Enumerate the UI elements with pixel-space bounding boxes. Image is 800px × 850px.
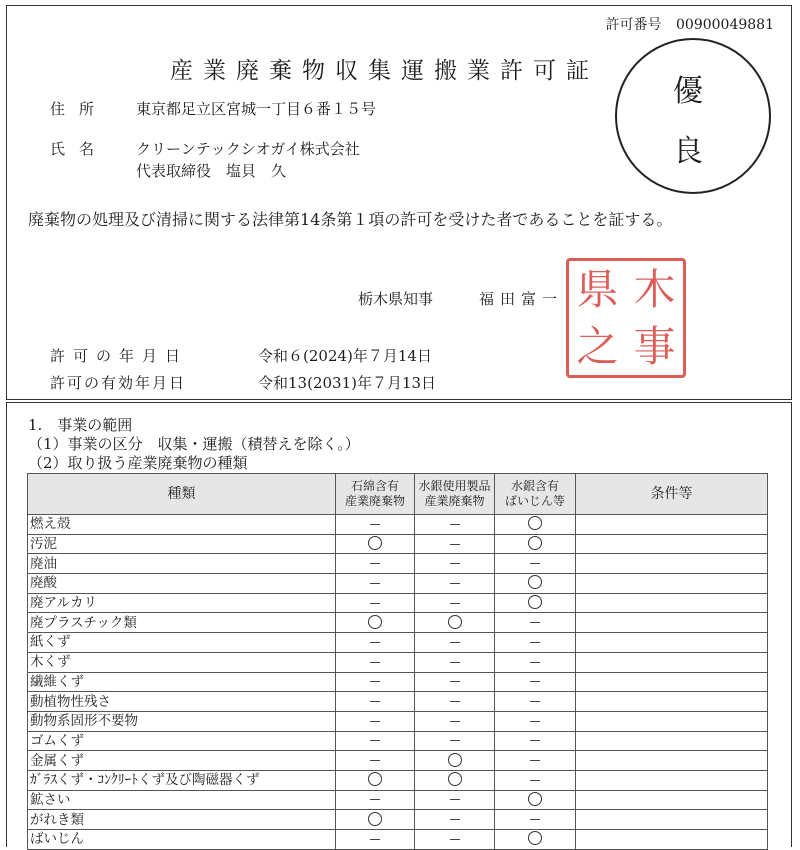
issuer-title: 栃木県知事: [358, 290, 434, 308]
mercury-dust-allowed-cell: [495, 515, 576, 535]
conditions-cell: [576, 692, 768, 712]
mercury-products-not-applicable-cell: [415, 593, 495, 613]
permit-number-label: 許可番号: [605, 17, 662, 33]
waste-kind-cell: 廃アルカリ: [28, 593, 336, 613]
circle-mark-icon: [528, 831, 542, 845]
dash-mark-icon: [370, 721, 380, 722]
table-header-row: [28, 474, 768, 515]
conditions-cell: [576, 810, 768, 830]
table-row: [28, 810, 768, 830]
conditions-cell: [576, 593, 768, 613]
header-mercury-dust: [495, 474, 576, 515]
waste-kind-cell: 鉱さい: [28, 790, 336, 810]
dash-mark-icon: [370, 701, 380, 702]
table-row: [28, 534, 768, 554]
dash-mark-icon: [370, 760, 380, 761]
conditions-cell: [576, 770, 768, 790]
asbestos-not-applicable-cell: [336, 672, 415, 692]
waste-kind-cell: 廃プラスチック類: [28, 613, 336, 633]
table-row: [28, 633, 768, 653]
dash-mark-icon: [530, 563, 540, 564]
dash-mark-icon: [370, 662, 380, 663]
waste-kinds-table: [27, 473, 768, 850]
waste-kind-cell: 廃酸: [28, 574, 336, 594]
header-asbestos-line2: 産業廃棄物: [344, 494, 405, 508]
circle-mark-icon: [528, 595, 542, 609]
stamp-char-2: 木: [633, 264, 676, 314]
dash-mark-icon: [450, 701, 460, 702]
issue-date-label: 許可の年月日: [50, 347, 189, 365]
dash-mark-icon: [370, 642, 380, 643]
asbestos-not-applicable-cell: [336, 790, 415, 810]
mercury-dust-not-applicable-cell: [495, 731, 576, 751]
header-mercury-dust-line1: 水銀含有: [510, 479, 559, 493]
table-row: [28, 692, 768, 712]
dash-mark-icon: [370, 524, 380, 525]
table-row: [28, 672, 768, 692]
conditions-cell: [576, 731, 768, 751]
circle-mark-icon: [368, 812, 382, 826]
scope-heading: 1. 事業の範囲: [28, 416, 133, 434]
conditions-cell: [576, 711, 768, 731]
mercury-products-allowed-cell: [415, 751, 495, 771]
circle-mark-icon: [368, 615, 382, 629]
mercury-dust-allowed-cell: [495, 790, 576, 810]
waste-kind-cell: 金属くず: [28, 751, 336, 771]
header-conditions: 条件等: [576, 474, 768, 515]
mercury-products-not-applicable-cell: [415, 633, 495, 653]
dash-mark-icon: [450, 603, 460, 604]
dash-mark-icon: [450, 740, 460, 741]
dash-mark-icon: [450, 563, 460, 564]
circle-mark-icon: [368, 536, 382, 550]
mercury-products-not-applicable-cell: [415, 554, 495, 574]
certification-statement: 廃棄物の処理及び清掃に関する法律第14条第１項の許可を受けた者であることを証する。: [28, 210, 673, 229]
asbestos-not-applicable-cell: [336, 593, 415, 613]
dash-mark-icon: [450, 583, 460, 584]
dash-mark-icon: [450, 819, 460, 820]
table-row: [28, 574, 768, 594]
dash-mark-icon: [450, 544, 460, 545]
mercury-products-not-applicable-cell: [415, 830, 495, 850]
asbestos-not-applicable-cell: [336, 711, 415, 731]
excellent-badge: [615, 38, 771, 194]
circle-mark-icon: [528, 792, 542, 806]
dash-mark-icon: [450, 799, 460, 800]
mercury-dust-not-applicable-cell: [495, 810, 576, 830]
circle-mark-icon: [448, 753, 462, 767]
conditions-cell: [576, 633, 768, 653]
dash-mark-icon: [370, 681, 380, 682]
mercury-dust-not-applicable-cell: [495, 613, 576, 633]
waste-kind-cell: ゴムくず: [28, 731, 336, 751]
conditions-cell: [576, 790, 768, 810]
conditions-cell: [576, 672, 768, 692]
mercury-products-not-applicable-cell: [415, 652, 495, 672]
table-row: [28, 751, 768, 771]
dash-mark-icon: [450, 839, 460, 840]
address-value: 東京都足立区宮城一丁目６番１５号: [136, 100, 377, 118]
conditions-cell: [576, 515, 768, 535]
table-row: [28, 731, 768, 751]
dash-mark-icon: [370, 583, 380, 584]
header-mercury-products-line2: 産業廃棄物: [424, 494, 485, 508]
mercury-products-not-applicable-cell: [415, 731, 495, 751]
mercury-dust-not-applicable-cell: [495, 751, 576, 771]
dash-mark-icon: [530, 622, 540, 623]
mercury-dust-allowed-cell: [495, 534, 576, 554]
asbestos-not-applicable-cell: [336, 830, 415, 850]
mercury-products-not-applicable-cell: [415, 711, 495, 731]
badge-char-2: 良: [673, 134, 703, 169]
mercury-products-not-applicable-cell: [415, 790, 495, 810]
dash-mark-icon: [530, 721, 540, 722]
waste-kind-cell: がれき類: [28, 810, 336, 830]
header-mercury-products-line1: 水銀使用製品: [418, 479, 491, 493]
table-row: [28, 770, 768, 790]
asbestos-not-applicable-cell: [336, 515, 415, 535]
waste-kinds-heading: （2）取り扱う産業廃棄物の種類: [28, 454, 248, 472]
asbestos-not-applicable-cell: [336, 692, 415, 712]
conditions-cell: [576, 574, 768, 594]
mercury-dust-not-applicable-cell: [495, 692, 576, 712]
stamp-char-4: 事: [633, 321, 676, 371]
mercury-products-allowed-cell: [415, 613, 495, 633]
table-body: [28, 515, 768, 850]
waste-kind-cell: 燃え殻: [28, 515, 336, 535]
asbestos-allowed-cell: [336, 534, 415, 554]
issue-date-value: 令和６(2024)年７月14日: [258, 347, 432, 365]
mercury-products-allowed-cell: [415, 770, 495, 790]
dash-mark-icon: [530, 642, 540, 643]
mercury-dust-not-applicable-cell: [495, 672, 576, 692]
mercury-products-not-applicable-cell: [415, 672, 495, 692]
dash-mark-icon: [530, 740, 540, 741]
asbestos-allowed-cell: [336, 770, 415, 790]
header-asbestos-line1: 石綿含有: [350, 479, 399, 493]
dash-mark-icon: [530, 681, 540, 682]
table-row: [28, 554, 768, 574]
dash-mark-icon: [450, 721, 460, 722]
table-row: [28, 711, 768, 731]
table-row: [28, 790, 768, 810]
conditions-cell: [576, 751, 768, 771]
dash-mark-icon: [530, 701, 540, 702]
dash-mark-icon: [370, 839, 380, 840]
waste-kind-cell: 廃油: [28, 554, 336, 574]
document-title: 産業廃棄物収集運搬業許可証: [170, 58, 599, 84]
asbestos-not-applicable-cell: [336, 633, 415, 653]
waste-kind-cell: 動植物性残さ: [28, 692, 336, 712]
table-row: [28, 593, 768, 613]
circle-mark-icon: [528, 575, 542, 589]
expiry-date-value: 令和13(2031)年７月13日: [258, 374, 437, 392]
asbestos-not-applicable-cell: [336, 751, 415, 771]
mercury-dust-not-applicable-cell: [495, 770, 576, 790]
conditions-cell: [576, 534, 768, 554]
issuer-name: 福田富一: [479, 290, 564, 308]
stamp-char-1: 県: [576, 264, 619, 314]
dash-mark-icon: [370, 799, 380, 800]
official-seal-stamp: [566, 258, 686, 378]
conditions-cell: [576, 613, 768, 633]
dash-mark-icon: [530, 760, 540, 761]
mercury-dust-allowed-cell: [495, 830, 576, 850]
dash-mark-icon: [530, 780, 540, 781]
waste-kind-cell: 動物系固形不要物: [28, 711, 336, 731]
dash-mark-icon: [450, 524, 460, 525]
badge-char-1: 優: [673, 74, 703, 109]
mercury-products-not-applicable-cell: [415, 810, 495, 830]
waste-kind-cell: ｶﾞﾗｽくず・ｺﾝｸﾘｰﾄくず及び陶磁器くず: [28, 770, 336, 790]
mercury-dust-not-applicable-cell: [495, 554, 576, 574]
mercury-dust-not-applicable-cell: [495, 652, 576, 672]
circle-mark-icon: [448, 772, 462, 786]
header-asbestos: [336, 474, 415, 515]
table-row: [28, 652, 768, 672]
conditions-cell: [576, 830, 768, 850]
dash-mark-icon: [370, 740, 380, 741]
representative-name: 代表取締役 塩貝 久: [136, 162, 287, 180]
waste-kind-cell: 紙くず: [28, 633, 336, 653]
dash-mark-icon: [450, 681, 460, 682]
asbestos-not-applicable-cell: [336, 652, 415, 672]
asbestos-allowed-cell: [336, 613, 415, 633]
mercury-dust-not-applicable-cell: [495, 711, 576, 731]
table-row: [28, 515, 768, 535]
waste-kind-cell: 繊維くず: [28, 672, 336, 692]
mercury-dust-not-applicable-cell: [495, 633, 576, 653]
asbestos-not-applicable-cell: [336, 554, 415, 574]
header-mercury-dust-line2: ばいじん等: [504, 494, 565, 508]
waste-kind-cell: 木くず: [28, 652, 336, 672]
stamp-char-3: 之: [576, 321, 619, 371]
table-row: [28, 613, 768, 633]
circle-mark-icon: [528, 536, 542, 550]
mercury-products-not-applicable-cell: [415, 692, 495, 712]
mercury-dust-allowed-cell: [495, 593, 576, 613]
dash-mark-icon: [370, 563, 380, 564]
name-label: 氏名: [50, 140, 109, 158]
permit-number-value: 00900049881: [676, 17, 774, 33]
mercury-products-not-applicable-cell: [415, 515, 495, 535]
asbestos-allowed-cell: [336, 810, 415, 830]
circle-mark-icon: [368, 772, 382, 786]
waste-kind-cell: ばいじん: [28, 830, 336, 850]
header-mercury-products: [415, 474, 495, 515]
mercury-dust-allowed-cell: [495, 574, 576, 594]
address-label: 住所: [50, 100, 109, 118]
dash-mark-icon: [450, 662, 460, 663]
waste-kind-cell: 汚泥: [28, 534, 336, 554]
dash-mark-icon: [530, 662, 540, 663]
mercury-products-not-applicable-cell: [415, 574, 495, 594]
dash-mark-icon: [370, 603, 380, 604]
asbestos-not-applicable-cell: [336, 731, 415, 751]
dash-mark-icon: [530, 819, 540, 820]
permit-number: [606, 14, 774, 34]
company-name: クリーンテックシオガイ株式会社: [136, 140, 360, 158]
dash-mark-icon: [450, 642, 460, 643]
asbestos-not-applicable-cell: [336, 574, 415, 594]
circle-mark-icon: [528, 516, 542, 530]
table-row: [28, 830, 768, 850]
business-division: （1）事業の区分 収集・運搬（積替えを除く。）: [28, 435, 360, 453]
expiry-date-label: 許可の有効年月日: [50, 374, 187, 392]
mercury-products-not-applicable-cell: [415, 534, 495, 554]
circle-mark-icon: [448, 615, 462, 629]
header-kind: 種類: [28, 474, 336, 515]
conditions-cell: [576, 554, 768, 574]
conditions-cell: [576, 652, 768, 672]
